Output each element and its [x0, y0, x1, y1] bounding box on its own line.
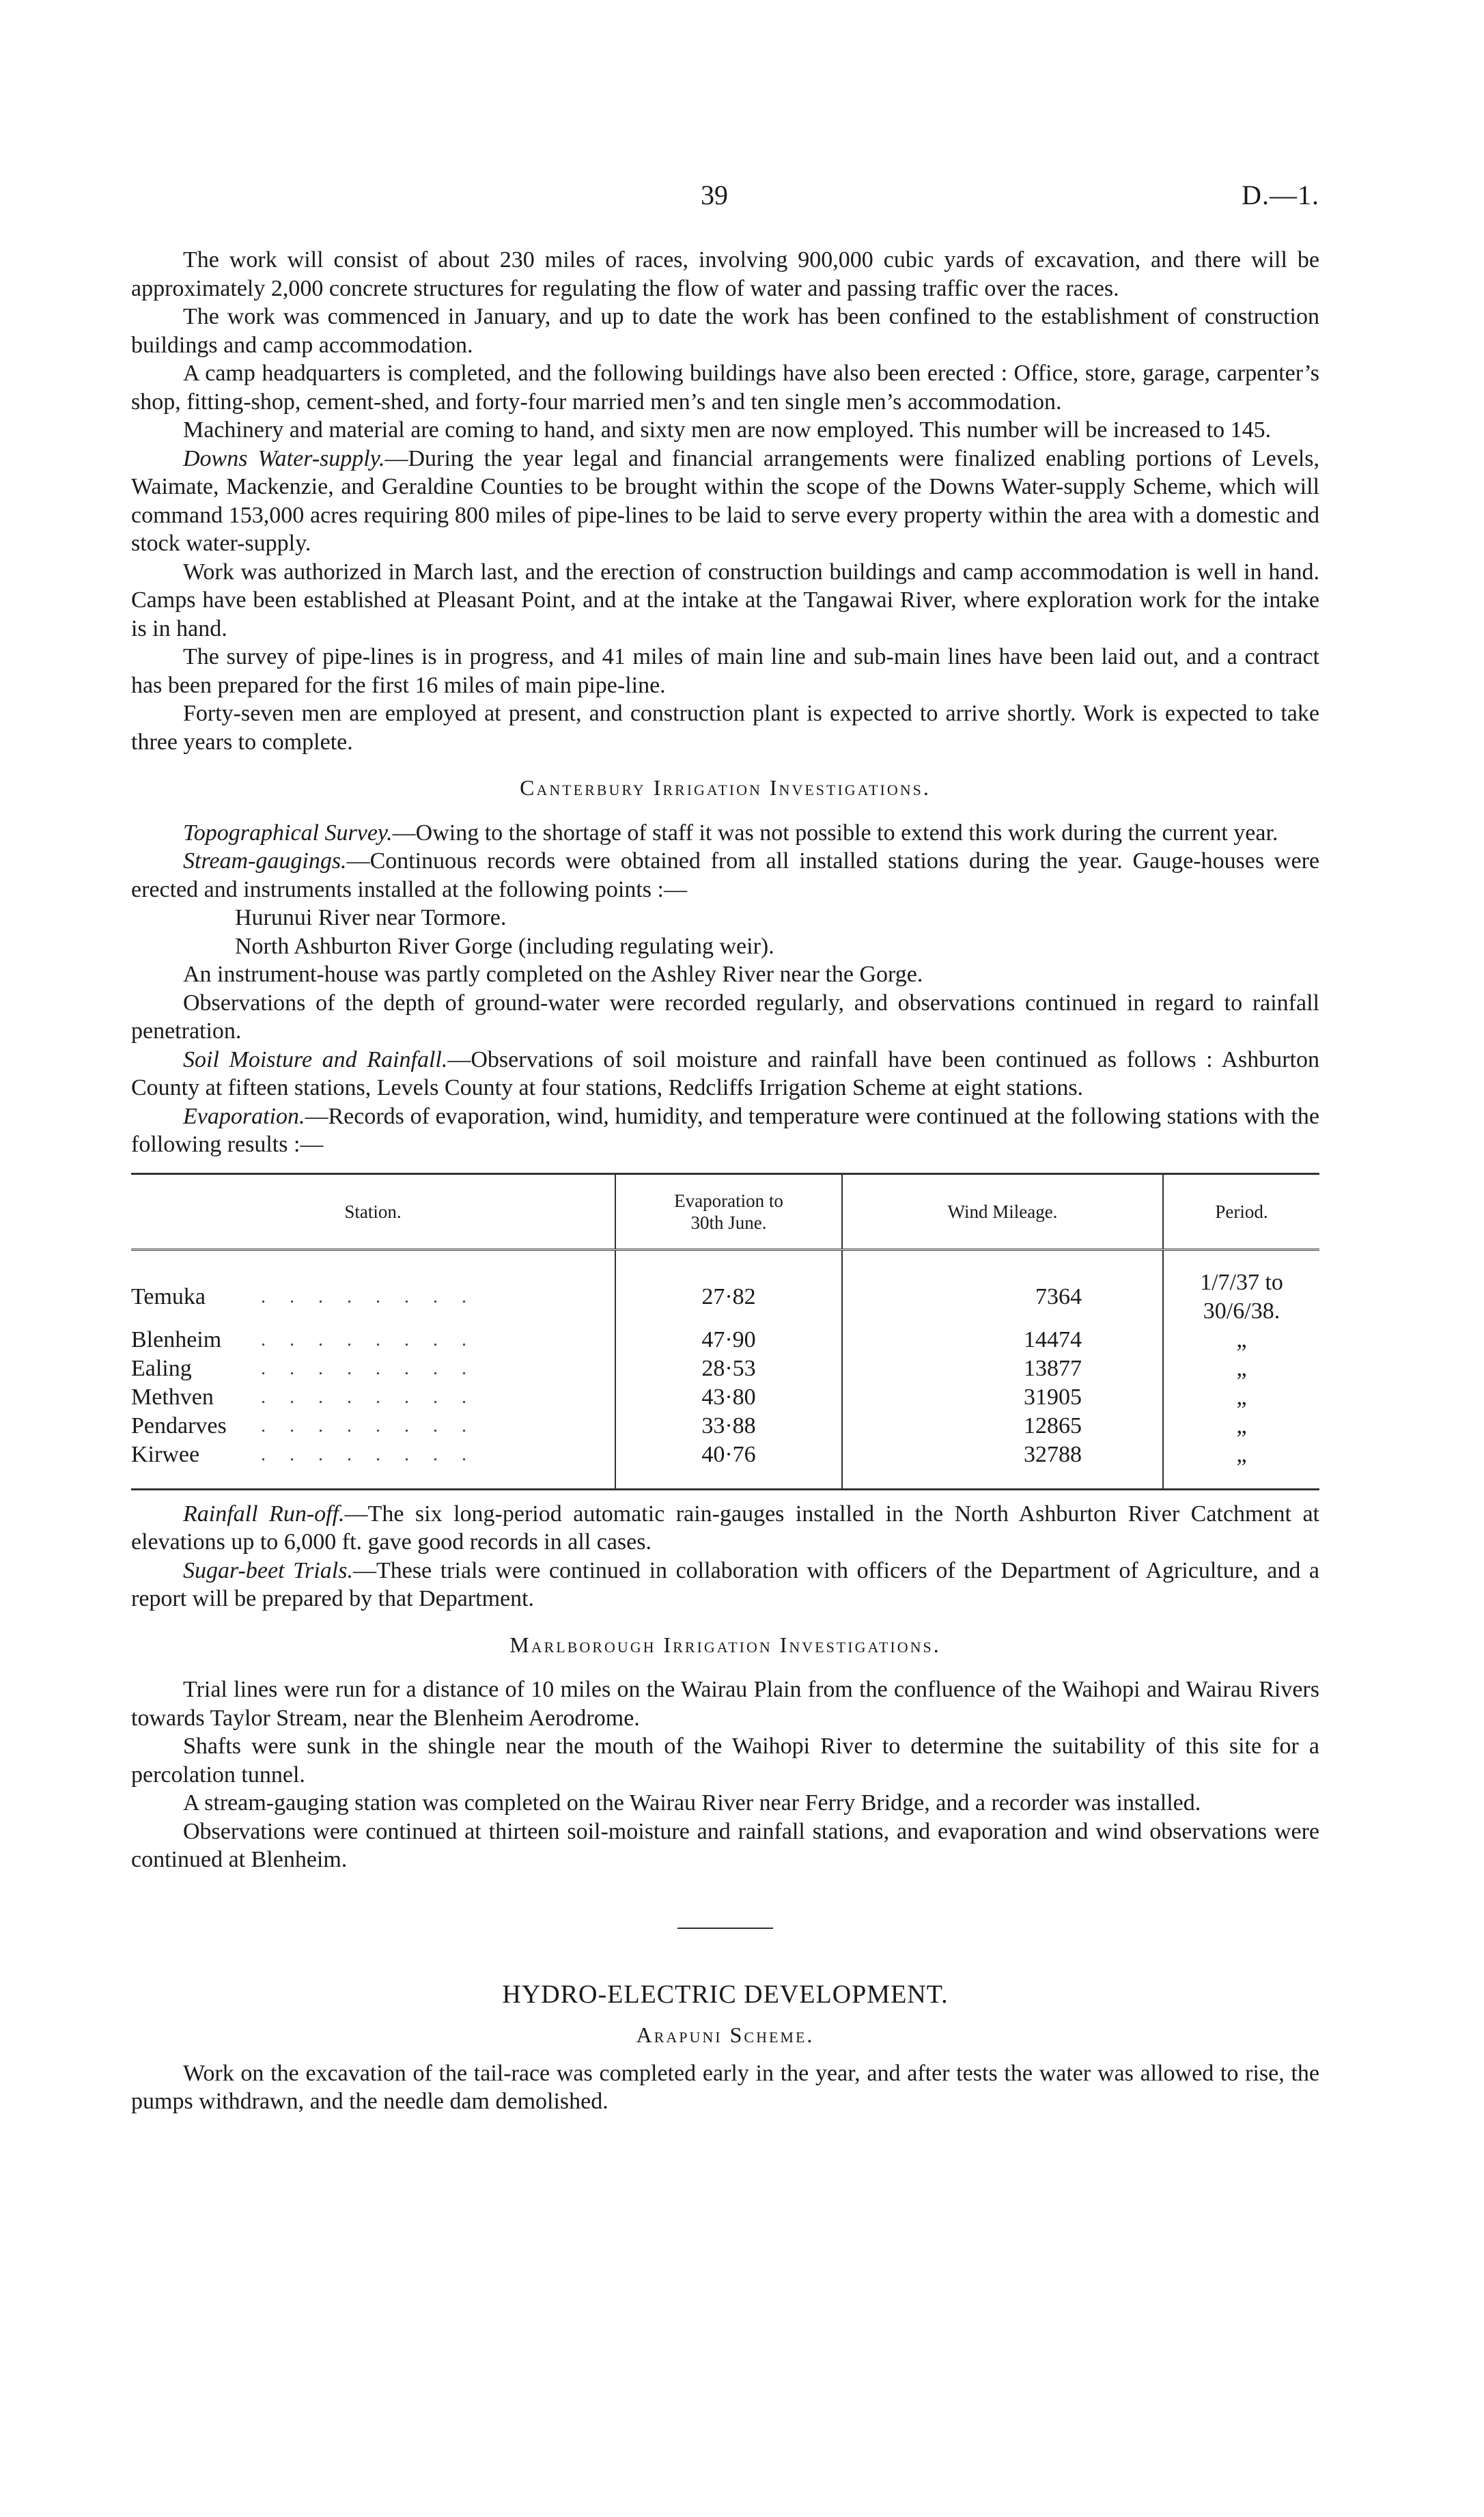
period-cell: „	[1163, 1354, 1319, 1383]
groundwater-paragraph: Observations of the depth of ground-water were recorded regularly, and observations continued in regard to rainfall penetration.	[131, 990, 1319, 1044]
soil-paragraph	[131, 1046, 1319, 1102]
instrument-paragraph: An instrument-house was partly completed on the Ashley River near the Gorge.	[183, 962, 923, 987]
section-separator	[677, 1928, 773, 1929]
leader-dots: . . . . . . . .	[261, 1443, 476, 1465]
column-header-period: Period.	[1163, 1173, 1319, 1249]
station-cell	[131, 1326, 615, 1354]
column-header-wind: Wind Mileage.	[842, 1173, 1163, 1249]
intro-paragraph: A camp headquarters is completed, and the following buildings have also been erected : Office, store, garage, carpenter’s shop, fitting-shop, cement-shed, and forty-four married men’s and ten single men’s accommodation.	[131, 361, 1319, 415]
station-name: Kirwee	[131, 1441, 200, 1467]
page-header	[131, 179, 1319, 220]
downs-heading: Downs Water-supply.	[183, 445, 385, 471]
table-header-row	[131, 1173, 1319, 1249]
station-name: Blenheim	[131, 1326, 222, 1352]
intro-paragraph: The work will consist of about 230 miles of races, involving 900,000 cubic yards of excavation, and there will be approximately 2,000 concrete structures for regulating the flow of water and passing traffic over the races.	[131, 247, 1319, 301]
section-title-marlborough: Marlborough Irrigation Investigations.	[509, 1632, 941, 1657]
rainfall-runoff-heading: Rainfall Run-off.	[183, 1501, 345, 1527]
period-cell: „	[1163, 1412, 1319, 1441]
wind-cell: 12865	[842, 1412, 1163, 1441]
evaporation-cell: 27·82	[615, 1249, 842, 1326]
topo-paragraph	[131, 819, 1319, 848]
marlborough-paragraph: Shafts were sunk in the shingle near the mouth of the Waihopi River to determine the suitability of this site for a percolation tunnel.	[131, 1734, 1319, 1788]
downs-paragraph: The survey of pipe-lines is in progress, and 41 miles of main line and sub-main lines have been laid out, and a contract has been prepared for the first 16 miles of main pipe-line.	[131, 644, 1319, 698]
station-cell	[131, 1383, 615, 1412]
intro-paragraph: The work was commenced in January, and up to date the work has been confined to the establishment of construction buildings and camp accommodation.	[131, 304, 1319, 358]
leader-dots: . . . . . . . .	[261, 1285, 476, 1307]
period-cell: „	[1163, 1383, 1319, 1412]
wind-cell: 14474	[842, 1326, 1163, 1354]
sugar-beet-text: —These trials were continued in collaboration with officers of the Department of Agriculture, and a report will be prepared by that Department.	[131, 1557, 1319, 1611]
period-cell: 1/7/37 to 30/6/38.	[1163, 1249, 1319, 1326]
page-body	[131, 246, 1319, 2116]
sugar-beet-heading: Sugar-beet Trials.	[183, 1557, 353, 1583]
page-number: 39	[701, 180, 728, 210]
soil-text: —Observations of soil moisture and rainfall have been continued as follows : Ashburton County at fifteen stations, Levels County at four stations, Redcliffs Irrigation Scheme at eight stations.	[131, 1046, 1320, 1100]
intro-paragraph: Machinery and material are coming to hand, and sixty men are now employed. This number will be increased to 145.	[183, 417, 1272, 443]
topo-text: —Owing to the shortage of staff it was not possible to extend this work during the current year.	[392, 820, 1278, 846]
period-cell: „	[1163, 1441, 1319, 1490]
period-cell: „	[1163, 1326, 1319, 1354]
stream-heading: Stream-gaugings.	[183, 848, 347, 874]
station-name: Pendarves	[131, 1413, 227, 1438]
table-row	[131, 1249, 1319, 1326]
station-cell	[131, 1354, 615, 1383]
leader-dots: . . . . . . . .	[261, 1329, 476, 1350]
table-row	[131, 1412, 1319, 1441]
table-row	[131, 1383, 1319, 1412]
evaporation-cell: 33·88	[615, 1412, 842, 1441]
evaporation-cell: 28·53	[615, 1354, 842, 1383]
stream-paragraph	[131, 847, 1319, 904]
rainfall-runoff-paragraph	[131, 1500, 1319, 1557]
downs-paragraph: Forty-seven men are employed at present, and construction plant is expected to arrive shortly. Work is expected to take three years to complete.	[131, 701, 1319, 755]
document-reference: D.—1.	[1242, 180, 1319, 210]
downs-paragraph	[131, 445, 1319, 558]
station-name: Ealing	[131, 1355, 192, 1381]
downs-paragraph: Work was authorized in March last, and the erection of construction buildings and camp accommodation is well in hand. Camps have been established at Pleasant Point, and at the intake at the Tangawai River, where exploration work for the intake is in hand.	[131, 559, 1319, 641]
evaporation-header-line: 30th June.	[690, 1212, 767, 1233]
evaporation-text: —Records of evaporation, wind, humidity, and temperature were continued at the following stations with the following results :—	[131, 1103, 1319, 1157]
rainfall-runoff-text: —The six long-period automatic rain-gauges installed in the North Ashburton River Catchment at elevations up to 6,000 ft. gave good records in all cases.	[131, 1501, 1319, 1555]
stream-text: —Continuous records were obtained from all installed stations during the year. Gauge-houses were erected and instruments installed at the following points :—	[131, 848, 1319, 902]
leader-dots: . . . . . . . .	[261, 1415, 476, 1436]
leader-dots: . . . . . . . .	[261, 1386, 476, 1408]
evaporation-cell: 47·90	[615, 1326, 842, 1354]
wind-cell: 31905	[842, 1383, 1163, 1412]
gauge-point: North Ashburton River Gorge (including regulating weir).	[235, 933, 774, 959]
evaporation-cell: 40·76	[615, 1441, 842, 1490]
section-title-canterbury: Canterbury Irrigation Investigations.	[520, 775, 931, 800]
evaporation-cell: 43·80	[615, 1383, 842, 1412]
station-cell	[131, 1412, 615, 1441]
evaporation-paragraph	[131, 1102, 1319, 1159]
topo-heading: Topographical Survey.	[183, 820, 393, 846]
leader-dots: . . . . . . . .	[261, 1357, 476, 1379]
wind-cell: 7364	[842, 1249, 1163, 1326]
wind-cell: 32788	[842, 1441, 1163, 1490]
wind-cell: 13877	[842, 1354, 1163, 1383]
evaporation-heading: Evaporation.	[183, 1103, 305, 1129]
subheading-arapuni: Arapuni Scheme.	[636, 2022, 815, 2047]
evaporation-table	[131, 1173, 1319, 1490]
station-cell	[131, 1249, 615, 1326]
marlborough-paragraph: Observations were continued at thirteen soil-moisture and rainfall stations, and evaporation and wind observations were continued at Blenheim.	[131, 1818, 1319, 1872]
station-cell	[131, 1441, 615, 1490]
gauge-point: Hurunui River near Tormore.	[235, 905, 507, 930]
soil-heading: Soil Moisture and Rainfall.	[183, 1046, 448, 1072]
evaporation-header-line: Evaporation to	[674, 1190, 783, 1211]
sugar-beet-paragraph	[131, 1557, 1319, 1613]
arapuni-paragraph: Work on the excavation of the tail-race was completed early in the year, and after tests the water was allowed to rise, the pumps withdrawn, and the needle dam demolished.	[131, 2060, 1319, 2114]
table-row	[131, 1326, 1319, 1354]
downs-text: —During the year legal and financial arrangements were finalized enabling portions of Levels, Waimate, Mackenzie, and Geraldine Counties to be brought within the scope of the Downs Water-supply Scheme, which will command 153,000 acres requiring 800 miles of pipe-lines to be laid to serve every property within the area with a domestic and stock water-supply.	[131, 445, 1319, 556]
column-header-evaporation	[615, 1173, 842, 1249]
table-row	[131, 1354, 1319, 1383]
marlborough-paragraph: A stream-gauging station was completed on the Wairau River near Ferry Bridge, and a recorder was installed.	[183, 1790, 1201, 1816]
column-header-station: Station.	[344, 1201, 402, 1222]
station-name: Temuka	[131, 1283, 206, 1309]
station-name: Methven	[131, 1384, 214, 1410]
table-row	[131, 1441, 1319, 1490]
major-heading-hydro: HYDRO-ELECTRIC DEVELOPMENT.	[502, 1979, 949, 2009]
marlborough-paragraph: Trial lines were run for a distance of 10 miles on the Wairau Plain from the confluence of the Waihopi and Wairau Rivers towards Taylor Stream, near the Blenheim Aerodrome.	[131, 1677, 1319, 1731]
